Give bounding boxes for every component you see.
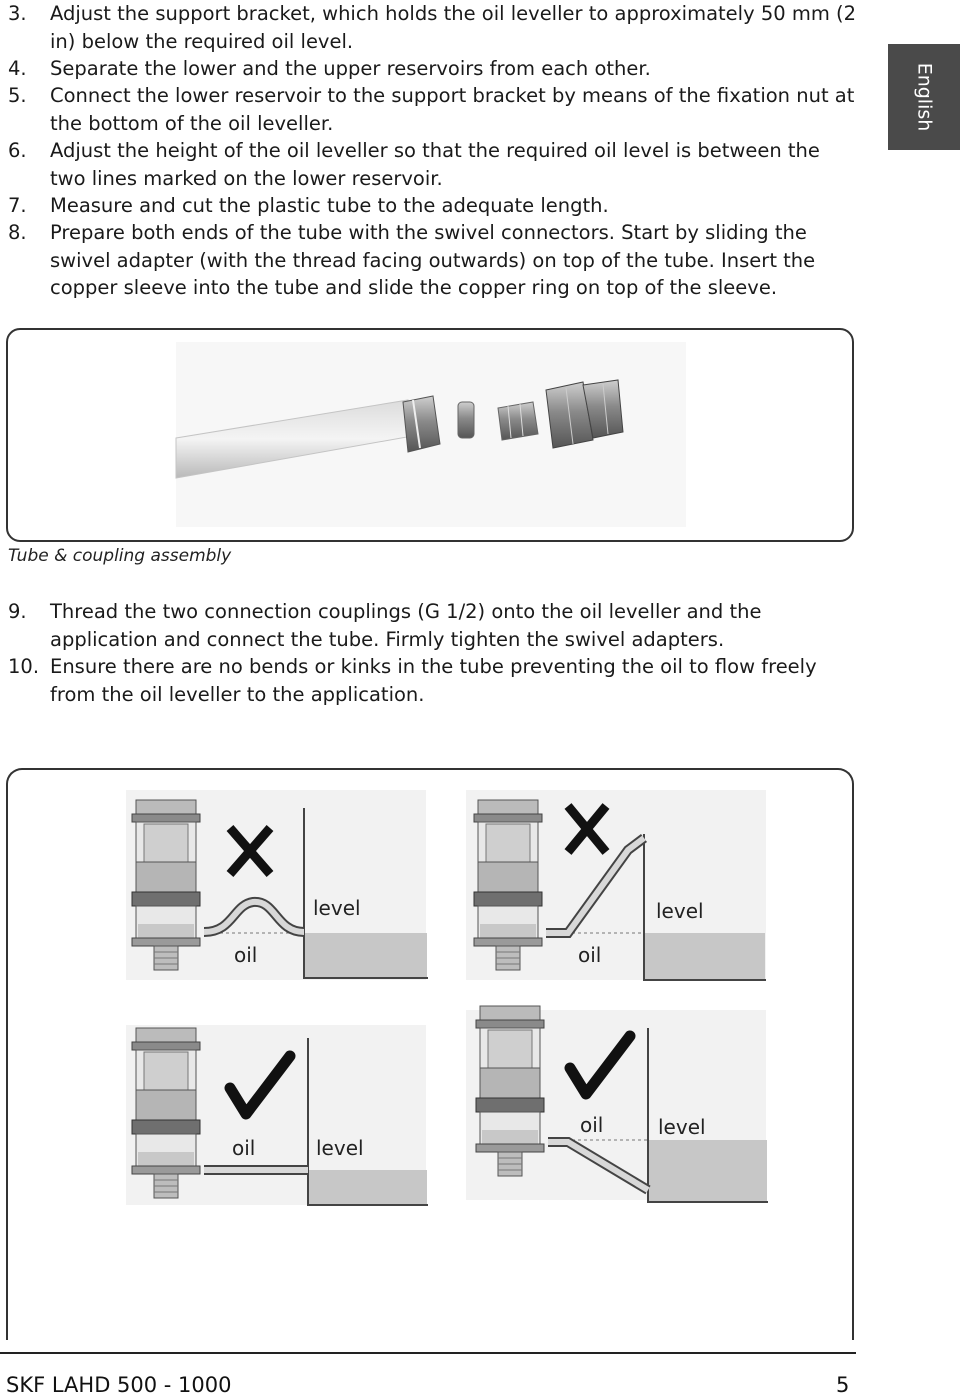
diagram-label-level: level bbox=[658, 1115, 706, 1139]
tube-coupling-illustration bbox=[8, 330, 852, 540]
example-correct-straight bbox=[126, 1025, 428, 1205]
step-number: 6. bbox=[8, 139, 27, 162]
step-text: Prepare both ends of the tube with the swivel connectors. Start by sliding the swivel adapter (with the thread facing outwards) on top of the tube. Insert the copper sleeve into the tube and slide the copper ring on top of the sleeve. bbox=[50, 221, 816, 299]
tube-coupling-photo-frame bbox=[6, 328, 854, 542]
step-number: 10. bbox=[8, 655, 40, 678]
step-7 bbox=[8, 192, 858, 220]
installation-diagram bbox=[8, 770, 852, 1340]
step-text: Connect the lower reservoir to the support bracket by means of the fixation nut at the bottom of the oil leveller. bbox=[50, 84, 855, 135]
diagram-label-level: level bbox=[313, 896, 361, 920]
step-number: 5. bbox=[8, 84, 27, 107]
diagram-label-oil: oil bbox=[578, 943, 602, 967]
diagram-label-level: level bbox=[316, 1136, 364, 1160]
photo-caption: Tube & coupling assembly bbox=[8, 546, 232, 566]
step-text: Ensure there are no bends or kinks in the tube preventing the oil to flow freely from the oil leveller to the application. bbox=[50, 655, 817, 706]
copper-ring bbox=[458, 402, 474, 438]
step-9 bbox=[8, 598, 858, 653]
footer-product-name: SKF LAHD 500 - 1000 bbox=[6, 1373, 232, 1397]
diagram-label-oil: oil bbox=[580, 1113, 604, 1137]
step-10 bbox=[8, 653, 858, 708]
language-tab bbox=[888, 44, 960, 150]
step-number: 7. bbox=[8, 194, 27, 217]
step-number: 9. bbox=[8, 600, 27, 623]
step-number: 4. bbox=[8, 57, 27, 80]
diagram-label-level: level bbox=[656, 899, 704, 923]
copper-sleeve bbox=[498, 402, 538, 440]
example-correct-slope bbox=[466, 1006, 768, 1202]
installation-diagram-frame bbox=[6, 768, 854, 1340]
swivel-adapter bbox=[403, 396, 440, 452]
footer-divider bbox=[0, 1352, 856, 1354]
step-4 bbox=[8, 55, 858, 83]
example-incorrect-hump bbox=[126, 790, 428, 980]
step-text: Adjust the height of the oil leveller so that the required oil level is between the two lines marked on the lower reservoir. bbox=[50, 139, 820, 190]
page-number: 5 bbox=[836, 1373, 850, 1397]
step-8 bbox=[8, 219, 858, 302]
step-number: 8. bbox=[8, 221, 27, 244]
step-text: Measure and cut the plastic tube to the adequate length. bbox=[50, 194, 609, 217]
language-tab-label: English bbox=[912, 62, 935, 132]
step-5 bbox=[8, 82, 858, 137]
diagram-label-oil: oil bbox=[234, 943, 258, 967]
step-text: Adjust the support bracket, which holds the oil leveller to approximately 50 mm (2 in) below the required oil level. bbox=[50, 2, 857, 53]
step-3 bbox=[8, 0, 858, 55]
step-text: Thread the two connection couplings (G 1/2) onto the oil leveller and the application and connect the tube. Firmly tighten the swivel adapters. bbox=[50, 600, 762, 651]
step-number: 3. bbox=[8, 2, 27, 25]
diagram-label-oil: oil bbox=[232, 1136, 256, 1160]
step-text: Separate the lower and the upper reservoirs from each other. bbox=[50, 57, 651, 80]
step-6 bbox=[8, 137, 858, 192]
example-incorrect-rise bbox=[466, 790, 766, 980]
